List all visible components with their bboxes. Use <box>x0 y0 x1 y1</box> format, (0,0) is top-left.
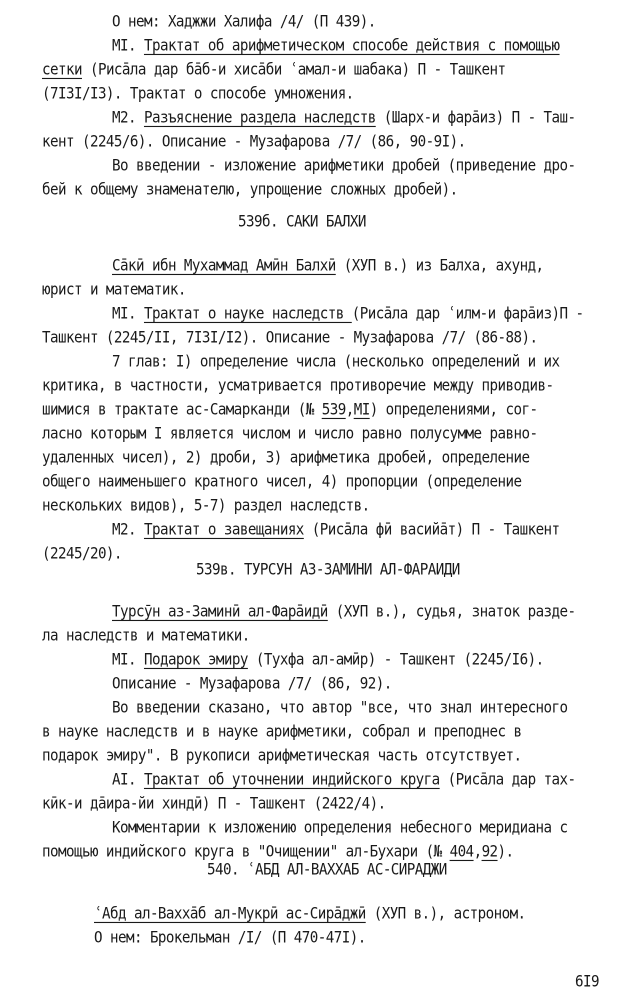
cross-reference-link[interactable]: 539 <box>321 401 346 420</box>
entry-number: M2. <box>112 521 144 540</box>
cross-reference-link[interactable]: 92 <box>481 843 498 862</box>
text-line: (7I3I/I3). Трактат о способе умножения. <box>42 85 354 104</box>
manuscript-entry-a1 <box>112 770 576 790</box>
text-line: общего наименьшего кратного чисел, 4) пропорции (определение <box>42 473 522 492</box>
section-heading: 540. ʿАБД АЛ-ВАХХАБ АС-СИРАДЖИ <box>207 861 447 880</box>
cross-reference-link[interactable]: 404 <box>449 843 474 862</box>
entry-number: MI. <box>112 37 144 56</box>
treatise-title: Трактат об уточнении индийского круга <box>143 771 440 790</box>
text-fragment: ). <box>497 843 514 862</box>
text-line: нескольких видов), 5-7) раздел наследств. <box>42 497 370 516</box>
treatise-details: (Рисāла фӣ васийāт) П - Ташкент <box>303 521 560 540</box>
treatise-details: (Шарх-и фарāиз) П - Таш- <box>375 109 576 128</box>
manuscript-entry-m1 <box>112 36 560 56</box>
text-fragment: помощью индийского круга в "Очищении" ал-Бухари (№ <box>42 843 450 862</box>
section-heading: 539б. САКИ БАЛХИ <box>238 213 366 232</box>
reference-line: О нем: Брокельман /I/ (П 470-47I). <box>94 929 366 948</box>
text-line: Во введении сказано, что автор "все, что знал интересного <box>112 699 568 718</box>
author-name: Турсӯн аз-Заминӣ ал-Фарāидӣ <box>112 603 328 622</box>
text-fragment: шимися в трактате ас-Самарканди (№ <box>42 401 322 420</box>
manuscript-entry-m2 <box>112 520 560 540</box>
treatise-details: (Рисāла дар ʿилм-и фарāиз)П - <box>351 305 584 324</box>
author-details: (ХУП в.) из Балха, ахунд, <box>335 257 544 276</box>
author-name: Сāкӣ ибн Мухаммад Амӣн Балхӣ <box>112 257 336 276</box>
text-line: Во введении - изложение арифметики дробей (приведение дро- <box>112 157 576 176</box>
manuscript-entry-m1 <box>112 304 584 324</box>
text-line: критика, в частности, усматривается противоречие между приводив- <box>42 377 554 396</box>
treatise-title: Разъяснение раздела наследств <box>143 109 376 128</box>
manuscript-entry-m2 <box>112 108 576 128</box>
text-line: Описание - Музафарова /7/ (86, 92). <box>112 675 392 694</box>
manuscript-entry-m1-cont <box>42 60 506 80</box>
section-heading: 539в. ТУРСУН АЗ-ЗАМИНИ АЛ-ФАРАИДИ <box>196 561 460 580</box>
author-name: ʿАбд ал-Ваххāб ал-Мукрӣ ас-Сирāджӣ <box>94 905 366 924</box>
separator: , <box>473 843 482 862</box>
separator: , <box>345 401 354 420</box>
text-line: ла наследств и математики. <box>42 627 250 646</box>
entry-number: M2. <box>112 109 144 128</box>
treatise-details: (Рисāла дар бāб-и хисāби ʿамал-и шабака) П - Ташкент <box>81 61 506 80</box>
entry-number: MI. <box>112 651 144 670</box>
manuscript-entry-m1 <box>112 650 544 670</box>
text-line: Комментарии к изложению определения небесного меридиана с <box>112 819 568 838</box>
treatise-details: (Тухфа ал-амӣр) - Ташкент (2245/I6). <box>247 651 544 670</box>
text-line-with-refs <box>42 400 538 420</box>
text-line: ласно которым I является числом и число равно полусумме равно- <box>42 425 538 444</box>
author-entry <box>94 904 526 924</box>
text-line: (2245/20). <box>42 545 122 564</box>
entry-number: MI. <box>112 305 144 324</box>
text-line: кӣк-и дāира-йи хиндӣ) П - Ташкент (2422/4). <box>42 795 386 814</box>
reference-line: О нем: Хаджжи Халифа /4/ (П 439). <box>112 13 376 32</box>
treatise-title-cont: сетки <box>42 61 82 80</box>
text-line: юрист и математик. <box>42 281 186 300</box>
entry-number: AI. <box>112 771 144 790</box>
treatise-title: Трактат о завещаниях <box>143 521 304 540</box>
text-fragment: ) определениями, сог- <box>369 401 538 420</box>
treatise-title: Подарок эмиру <box>143 651 248 670</box>
text-line: бей к общему знаменателю, упрощение сложных дробей). <box>42 181 458 200</box>
author-details: (ХУП в.), астроном. <box>365 905 526 924</box>
text-line: Ташкент (2245/II, 7I3I/I2). Описание - Музафарова /7/ (86-88). <box>42 329 538 348</box>
author-entry <box>112 256 544 276</box>
treatise-title: Трактат об арифметическом способе действия с помощью <box>143 37 560 56</box>
treatise-details: (Рисāла дар тах- <box>439 771 576 790</box>
text-line: удаленных чисел), 2) дроби, 3) арифметика дробей, определение <box>42 449 530 468</box>
treatise-title: Трактат о науке наследств <box>143 305 352 324</box>
text-line: 7 глав: I) определение числа (несколько определений и их <box>112 353 560 372</box>
cross-reference-link[interactable]: MI <box>353 401 370 420</box>
author-entry <box>112 602 576 622</box>
text-line: подарок эмиру". В рукописи арифметическая часть отсутствует. <box>42 747 522 766</box>
text-line: в науке наследств и в науке арифметики, собрал и преподнес в <box>42 723 522 742</box>
page-number: 6I9 <box>575 973 599 992</box>
text-line: кент (2245/6). Описание - Музафарова /7/ (86, 90-9I). <box>42 133 466 152</box>
author-details: (ХУП в.), судья, знаток разде- <box>327 603 576 622</box>
